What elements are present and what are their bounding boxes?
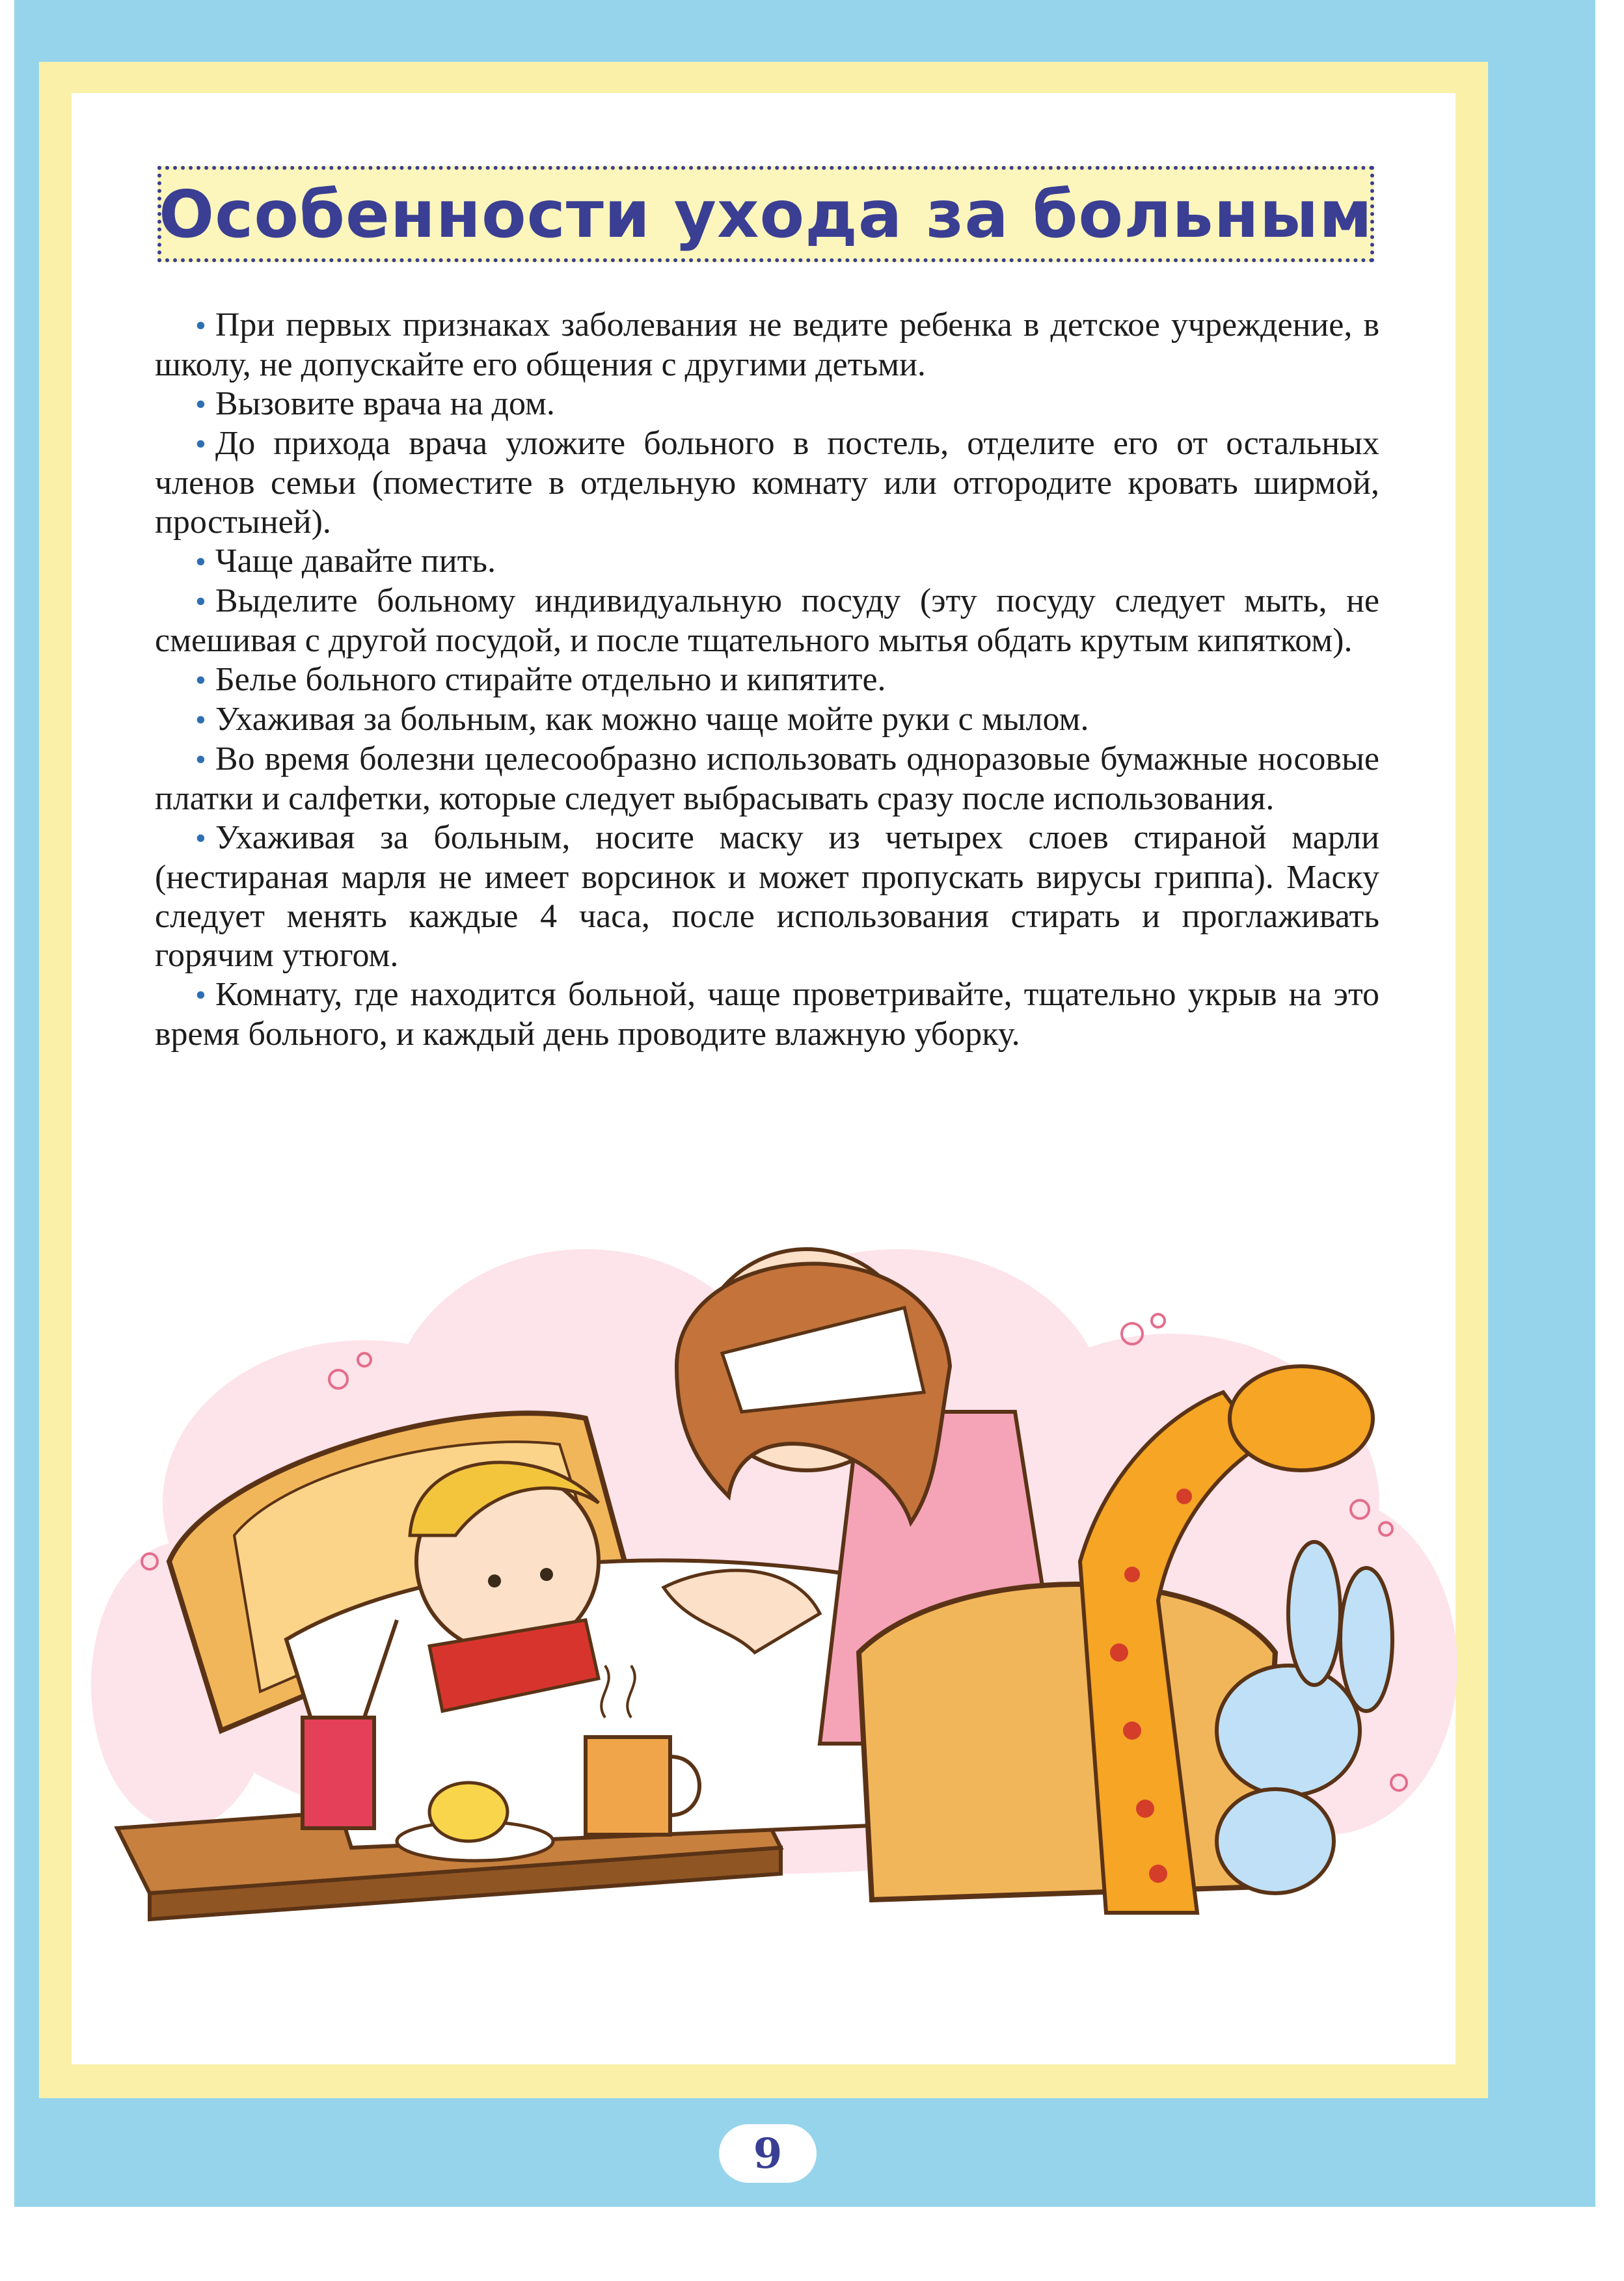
list-item [155, 306, 1379, 385]
bullet-icon: • [195, 703, 206, 737]
list-item [155, 660, 1379, 700]
list-item-text: Во время болезни целесообразно использовать одноразовые бумажные носовые платки и салфетки, которые следует выбрасывать сразу после использования. [155, 740, 1379, 817]
bullet-icon: • [195, 427, 206, 461]
list-item-text: Комнату, где находится больной, чаще проветривайте, тщательно укрыв на это время больного, и каждый день проводите влажную уборку. [155, 976, 1379, 1053]
bullet-icon: • [195, 545, 206, 579]
list-item [155, 424, 1379, 542]
list-item-text: Вызовите врача на дом. [215, 385, 555, 422]
bullet-icon: • [195, 663, 206, 697]
list-item [155, 542, 1379, 582]
bullet-icon: • [195, 742, 206, 777]
list-item-text: При первых признаках заболевания не ведите ребенка в детское учреждение, в школу, не допускайте его общения с другими детьми. [155, 306, 1379, 383]
list-item [155, 975, 1379, 1054]
page-number-badge [719, 2124, 817, 2183]
list-item [155, 818, 1379, 975]
list-item-text: До прихода врача уложите больного в постель, отделите его от остальных членов семьи (поместите в отдельную комнату или отгородите кровать ширмой, простыней). [155, 425, 1379, 541]
care-instructions-list [155, 306, 1379, 1054]
list-item-text: Чаще давайте пить. [215, 543, 496, 580]
list-item [155, 582, 1379, 660]
list-item-text: Белье больного стирайте отдельно и кипятите. [215, 661, 886, 698]
sick-child-care-illustration [91, 1197, 1470, 1978]
bullet-icon: • [195, 584, 206, 619]
list-item-text: Выделите больному индивидуальную посуду (эту посуду следует мыть, не смешивая с другой посудой, и после тщательного мытья обдать крутым кипятком). [155, 582, 1379, 659]
bullet-icon: • [195, 821, 206, 856]
bullet-icon: • [195, 387, 206, 422]
list-item [155, 385, 1379, 424]
list-item [155, 740, 1379, 818]
armchair [859, 1584, 1275, 1900]
title-box [157, 166, 1374, 262]
bullet-icon: • [195, 978, 206, 1012]
bullet-icon: • [195, 308, 206, 343]
list-item [155, 700, 1379, 740]
page-title: Особенности ухода за больным [159, 176, 1373, 252]
page-number: 9 [753, 2129, 783, 2178]
sick-boy [410, 1463, 599, 1711]
list-item-text: Ухаживая за больным, носите маску из четырех слоев стираной марли (нестираная марля не имеет ворсинок и может пропускать вирусы гриппа). Маску следует менять каждые 4 часа, после использования стирать и проглаживать горячим утюгом. [155, 819, 1379, 974]
list-item-text: Ухаживая за больным, как можно чаще мойте руки с мылом. [215, 701, 1089, 738]
